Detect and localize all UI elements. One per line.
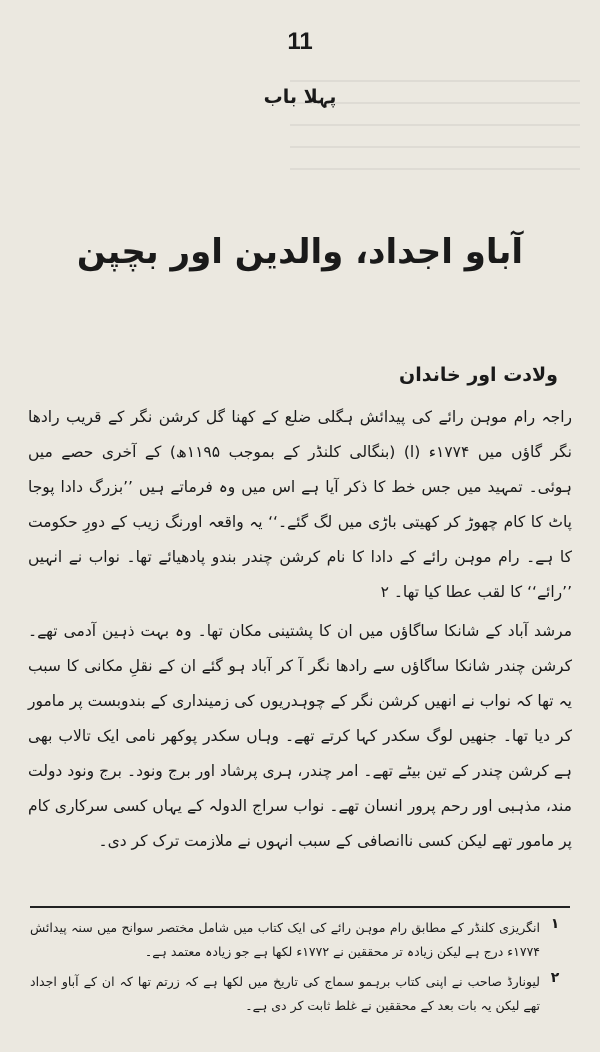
chapter-label: پہلا باب xyxy=(263,86,337,108)
footnote xyxy=(30,916,570,964)
footnotes xyxy=(30,916,570,1024)
footnote xyxy=(30,970,570,1018)
footnote-marker: ۲ xyxy=(550,970,560,986)
paragraph: راجہ رام موہن رائے کی پیدائش ہگلی ضلع کے کھنا گل کرشن نگر کے قریب رادھا نگر گاؤں میں ۱۷۷۴ء (ا) (بنگالی کلنڈر کے بموجب ۱۱۹۵ھ) کے آخری حصے میں ہوئی۔ تمہید میں جس خط کا ذکر آیا ہے اس میں وہ فرماتے ہیں ’’بزرگ دادا پوجا پاٹ کا کام چھوڑ کر کھیتی باڑی میں لگ گئے۔‘‘ یہ واقعہ اورنگ زیب کے دورِ حکومت کا ہے۔ رام موہن رائے کے دادا کا نام کرشن چندر بندو پادھیائے تھا۔ نواب نے انہیں ’’رائے‘‘ کا لقب عطا کیا تھا۔ ۲ xyxy=(28,408,572,601)
body-text xyxy=(28,400,572,859)
page-number: 11 xyxy=(287,28,313,55)
section-heading: ولادت اور خاندان xyxy=(399,364,558,386)
footnote-text: انگریزی کلنڈر کے مطابق رام موہن رائے کی ایک کتاب میں شامل مختصر سوانح میں سنہ پیدائش ۱۷۷۴ء درج ہے لیکن زیادہ تر محققین نے ۱۷۷۲ء لکھا ہے جو زیادہ معتمد ہے۔ xyxy=(30,920,540,959)
paragraph: مرشد آباد کے شانکا ساگاؤں میں ان کا پشتینی مکان تھا۔ وہ بہت ذہین آدمی تھے۔ کرشن چندر شانکا ساگاؤں سے رادھا نگر آ کر آباد ہو گئے ان کے نقلِ مکانی کا سبب یہ تھا کہ نواب نے انھیں کرشن نگر کے چوہدریوں کی زمینداری کے بندوبست پر مامور کر دیا تھا۔ جنھیں لوگ سکدر کہا کرتے تھے۔ وہاں سکدر پوکھر نامی ایک تالاب بھی ہے کرشن چندر کے تین بیٹے تھے۔ امر چندر، ہری پرشاد اور برج ونود۔ برج ونود دولت مند، مذہبی اور رحم پرور انسان تھے۔ نواب سراج الدولہ کے یہاں کسی سرکاری کام پر مامور تھے لیکن کسی ناانصافی کے سبب انہوں نے ملازمت ترک کر دی۔ xyxy=(28,622,572,850)
footnote-marker: ۱ xyxy=(550,916,560,932)
footnote-divider xyxy=(30,906,570,908)
chapter-title: آباو اجداد، والدین اور بچپن xyxy=(76,232,524,272)
footnote-text: لیونارڈ صاحب نے اپنی کتاب برہمو سماج کی تاریخ میں لکھا ہے کہ زرتم تھا کہ ان کے آباو اجداد تھے لیکن یہ بات بعد کے محققین نے غلط ثابت کر دی ہے۔ xyxy=(30,974,540,1013)
